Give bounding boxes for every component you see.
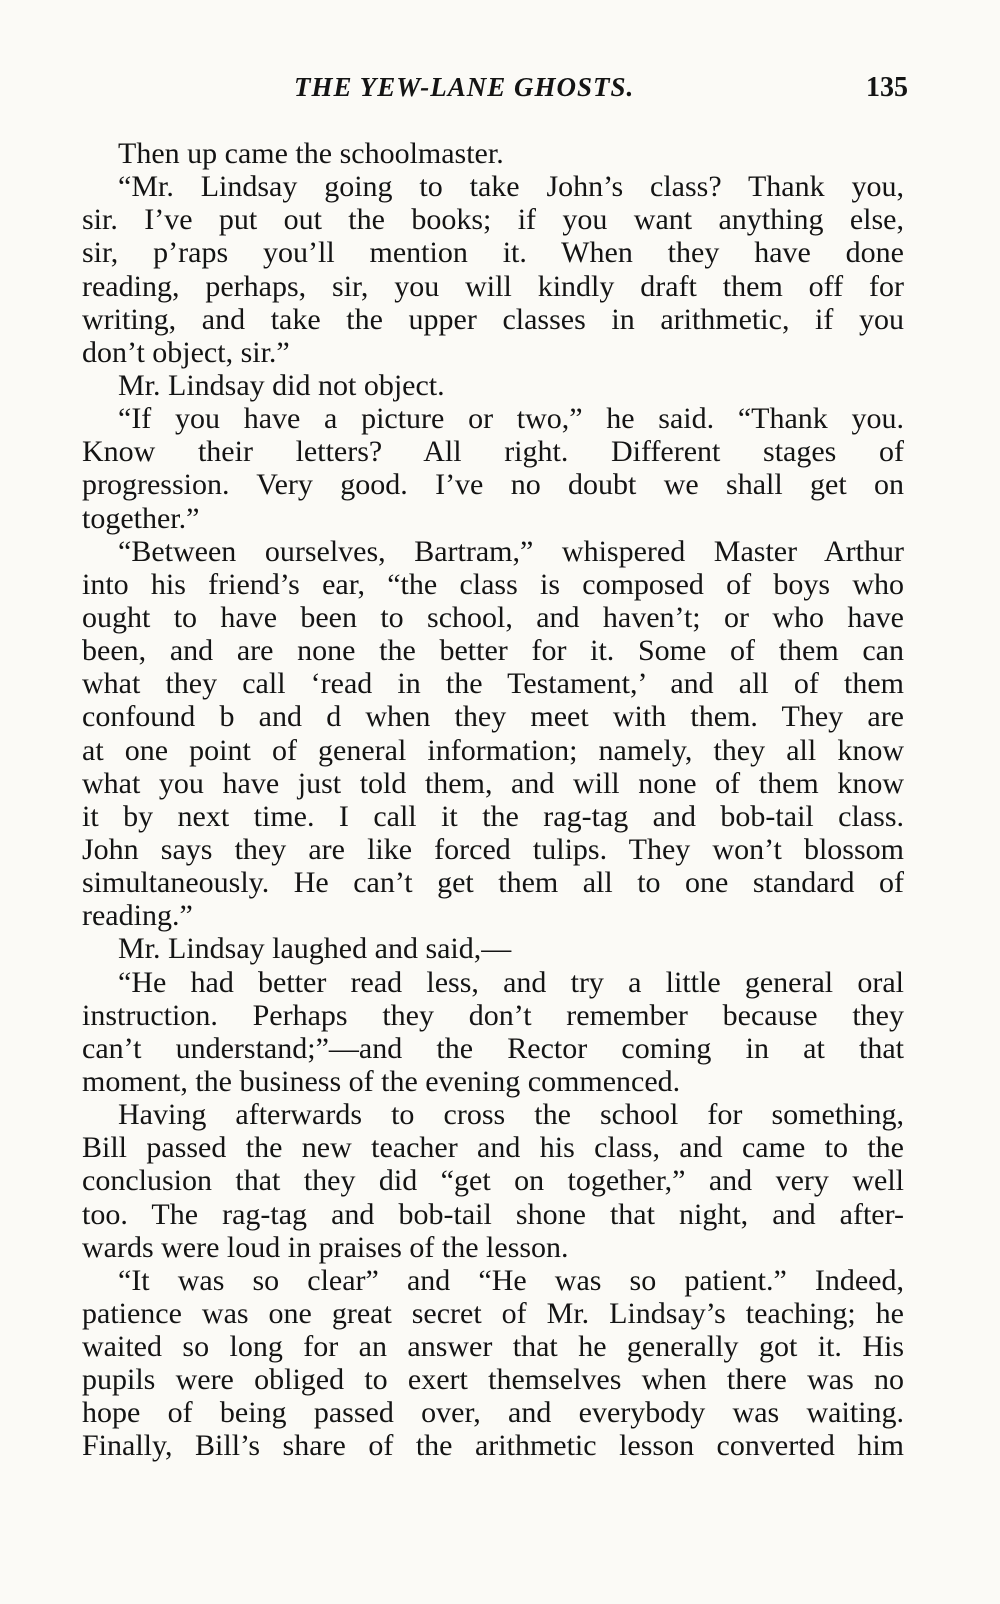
- text-line: can’t understand;”—and the Rector coming in at that: [82, 1031, 904, 1065]
- text-line: progression. Very good. I’ve no doubt we shall get on: [82, 468, 904, 502]
- running-title: THE YEW-LANE GHOSTS.: [294, 72, 635, 102]
- text-line: what you have just told them, and will none of them know: [82, 766, 904, 800]
- text-line: Mr. Lindsay did not object.: [118, 368, 445, 402]
- text-line: instruction. Perhaps they don’t remember because they: [82, 998, 904, 1032]
- text-line: waited so long for an answer that he generally got it. His: [82, 1330, 904, 1364]
- text-line: wards were loud in praises of the lesson.: [82, 1230, 569, 1264]
- text-line: what they call ‘read in the Testament,’ and all of them: [82, 667, 904, 701]
- text-line: “He had better read less, and try a little general oral: [118, 965, 904, 999]
- text-line: patience was one great secret of Mr. Lindsay’s teaching; he: [82, 1296, 904, 1330]
- text-line: “Mr. Lindsay going to take John’s class? Thank you,: [118, 170, 904, 204]
- text-line: “If you have a picture or two,” he said. “Thank you.: [118, 402, 904, 436]
- text-line: together.”: [82, 501, 200, 535]
- text-line: sir, p’raps you’ll mention it. When they have done: [82, 236, 904, 270]
- text-line: hope of being passed over, and everybody was waiting.: [82, 1396, 904, 1430]
- body-text: [82, 137, 904, 1463]
- text-line: Then up came the schoolmaster.: [118, 137, 504, 170]
- text-line: “It was so clear” and “He was so patient.” Indeed,: [118, 1263, 904, 1297]
- page-number: 135: [866, 72, 908, 103]
- text-line: reading.”: [82, 899, 193, 933]
- text-line: Finally, Bill’s share of the arithmetic lesson converted him: [82, 1429, 904, 1463]
- running-head: [84, 72, 908, 108]
- text-line: Bill passed the new teacher and his class, and came to the: [82, 1131, 904, 1165]
- text-line: Mr. Lindsay laughed and said,—: [118, 932, 512, 966]
- text-line: it by next time. I call it the rag-tag and bob-tail class.: [82, 799, 904, 833]
- text-line: into his friend’s ear, “the class is composed of boys who: [82, 567, 904, 601]
- text-line: confound b and d when they meet with them. They are: [82, 700, 904, 734]
- text-line: been, and are none the better for it. Some of them can: [82, 634, 904, 668]
- text-line: Know their letters? All right. Different stages of: [82, 435, 904, 469]
- text-line: “Between ourselves, Bartram,” whispered Master Arthur: [118, 534, 904, 568]
- text-line: don’t object, sir.”: [82, 335, 290, 369]
- text-line: ought to have been to school, and haven’t; or who have: [82, 600, 904, 634]
- text-line: simultaneously. He can’t get them all to one standard of: [82, 866, 904, 900]
- text-line: moment, the business of the evening commenced.: [82, 1064, 681, 1098]
- text-line: John says they are like forced tulips. They won’t blossom: [82, 832, 904, 866]
- text-line: sir. I’ve put out the books; if you want anything else,: [82, 203, 904, 237]
- text-line: reading, perhaps, sir, you will kindly draft them off for: [82, 269, 904, 303]
- text-line: at one point of general information; namely, they all know: [82, 733, 904, 767]
- text-line: Having afterwards to cross the school for something,: [118, 1098, 904, 1132]
- text-line: pupils were obliged to exert themselves when there was no: [82, 1363, 904, 1397]
- text-line: writing, and take the upper classes in arithmetic, if you: [82, 302, 904, 336]
- text-line: conclusion that they did “get on together,” and very well: [82, 1164, 904, 1198]
- text-line: too. The rag-tag and bob-tail shone that night, and after-: [82, 1197, 904, 1231]
